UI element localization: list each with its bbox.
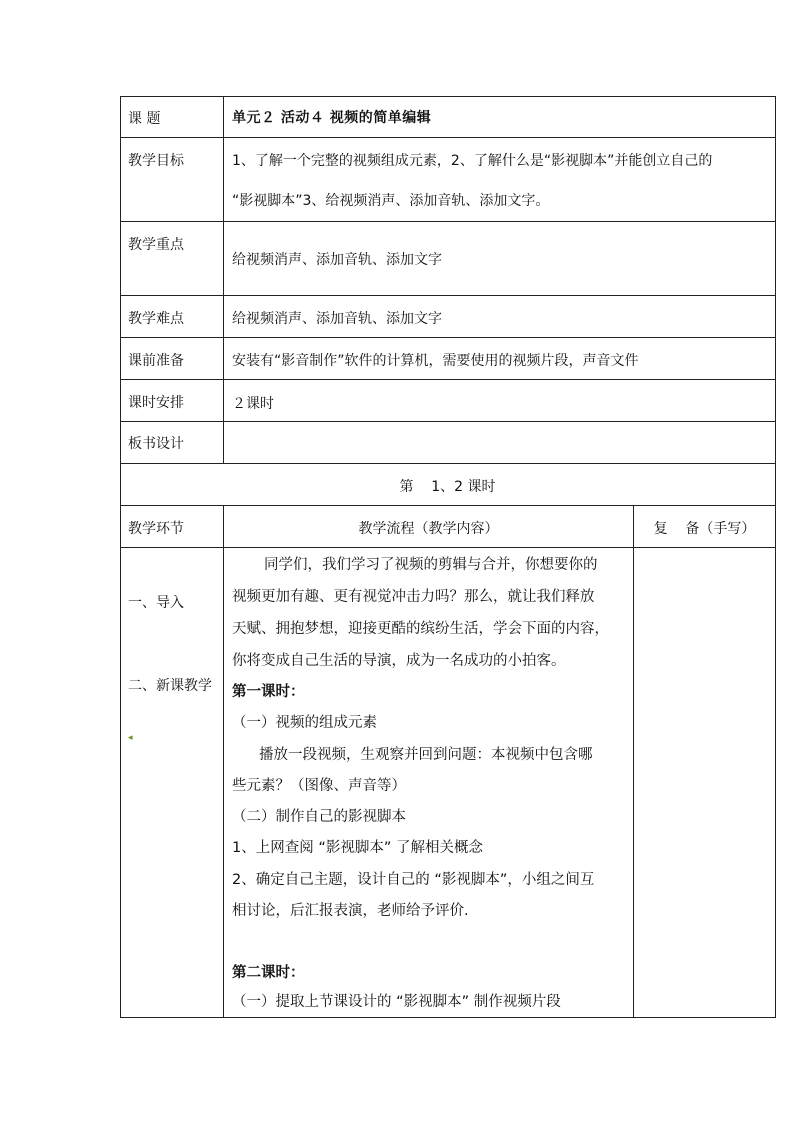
intro-line-3: 天赋、拥抱梦想，迎接更酷的缤纷生活，学会下面的内容，	[232, 621, 609, 637]
lesson-plan-table	[120, 96, 776, 1018]
stage-new-lesson: 二、新课教学	[128, 678, 212, 694]
intro-line-1: 同学们，我们学习了视频的剪辑与合并，你想要你的	[264, 557, 598, 573]
focus-label: 教学重点	[128, 237, 184, 253]
schedule-label-cell	[120, 380, 224, 422]
stage-header-cell	[120, 506, 224, 548]
board-label: 板书设计	[128, 436, 184, 452]
prep-label-cell	[120, 338, 224, 380]
list-marker-icon: ◂	[128, 733, 133, 743]
schedule-value-cell	[224, 380, 776, 422]
notes-header: 复 备（手写）	[653, 521, 756, 537]
process-header: 教学流程（教学内容）	[358, 521, 499, 537]
difficulty-value-cell	[224, 296, 776, 338]
difficulty-label: 教学难点	[128, 311, 184, 327]
title-value-cell	[224, 96, 776, 138]
session-header-cell	[120, 464, 776, 506]
board-value-cell	[224, 422, 776, 464]
title-label: 课 题	[128, 111, 161, 127]
focus-label-cell	[120, 222, 224, 296]
prep-label: 课前准备	[128, 353, 184, 369]
prep-value-cell	[224, 338, 776, 380]
intro-line-2: 视频更加有趣、更有视觉冲击力吗？那么，就让我们释放	[232, 589, 595, 605]
section-three-heading: （一）提取上节课设计的 “影视脚本” 制作视频片段	[232, 994, 561, 1010]
section-one-heading: （一）视频的组成元素	[232, 715, 377, 731]
difficulty-label-cell	[120, 296, 224, 338]
section-two-item-1: 1、上网查阅 “影视脚本” 了解相关概念	[232, 840, 483, 856]
lesson-title: 单元２ 活动４ 视频的简单编辑	[232, 110, 432, 126]
goal-label-cell	[120, 138, 224, 222]
process-body-cell	[224, 548, 634, 1018]
board-label-cell	[120, 422, 224, 464]
process-header-cell	[224, 506, 634, 548]
focus-value: 给视频消声、添加音轨、添加文字	[232, 252, 442, 268]
section-one-text-2: 些元素？（图像、声音等）	[232, 778, 406, 794]
focus-value-cell	[224, 222, 776, 296]
goal-line-1: 1、了解一个完整的视频组成元素，2、了解什么是“影视脚本”并能创立自己的	[232, 153, 713, 169]
stage-body-cell	[120, 548, 224, 1018]
lesson-one-heading: 第一课时：	[232, 684, 305, 700]
section-two-item-2b: 相讨论，后汇报表演，老师给予评价.	[232, 903, 469, 919]
section-two-heading: （二）制作自己的影视脚本	[232, 809, 406, 825]
session-header: 第 1、2 课时	[399, 479, 496, 495]
stage-header: 教学环节	[128, 521, 184, 537]
goal-line-2: “影视脚本”3、给视频消声、添加音轨、添加文字。	[232, 193, 550, 209]
prep-value: 安装有“影音制作”软件的计算机，需要使用的视频片段，声音文件	[232, 353, 639, 369]
goal-label: 教学目标	[128, 153, 184, 169]
section-two-item-2a: 2、确定自己主题，设计自己的 “影视脚本”，小组之间互	[232, 872, 595, 888]
intro-line-4: 你将变成自己生活的导演，成为一名成功的小拍客。	[232, 653, 566, 669]
notes-body-cell	[634, 548, 776, 1018]
title-label-cell	[120, 96, 224, 138]
goal-value-cell	[224, 138, 776, 222]
difficulty-value: 给视频消声、添加音轨、添加文字	[232, 311, 442, 327]
lesson-two-heading: 第二课时：	[232, 965, 305, 981]
notes-header-cell	[634, 506, 776, 548]
section-one-text-1: 播放一段视频，生观察并回到问题：本视频中包含哪	[259, 747, 593, 763]
schedule-value: ２课时	[232, 396, 274, 412]
stage-intro: 一、导入	[128, 595, 184, 611]
schedule-label: 课时安排	[128, 395, 184, 411]
